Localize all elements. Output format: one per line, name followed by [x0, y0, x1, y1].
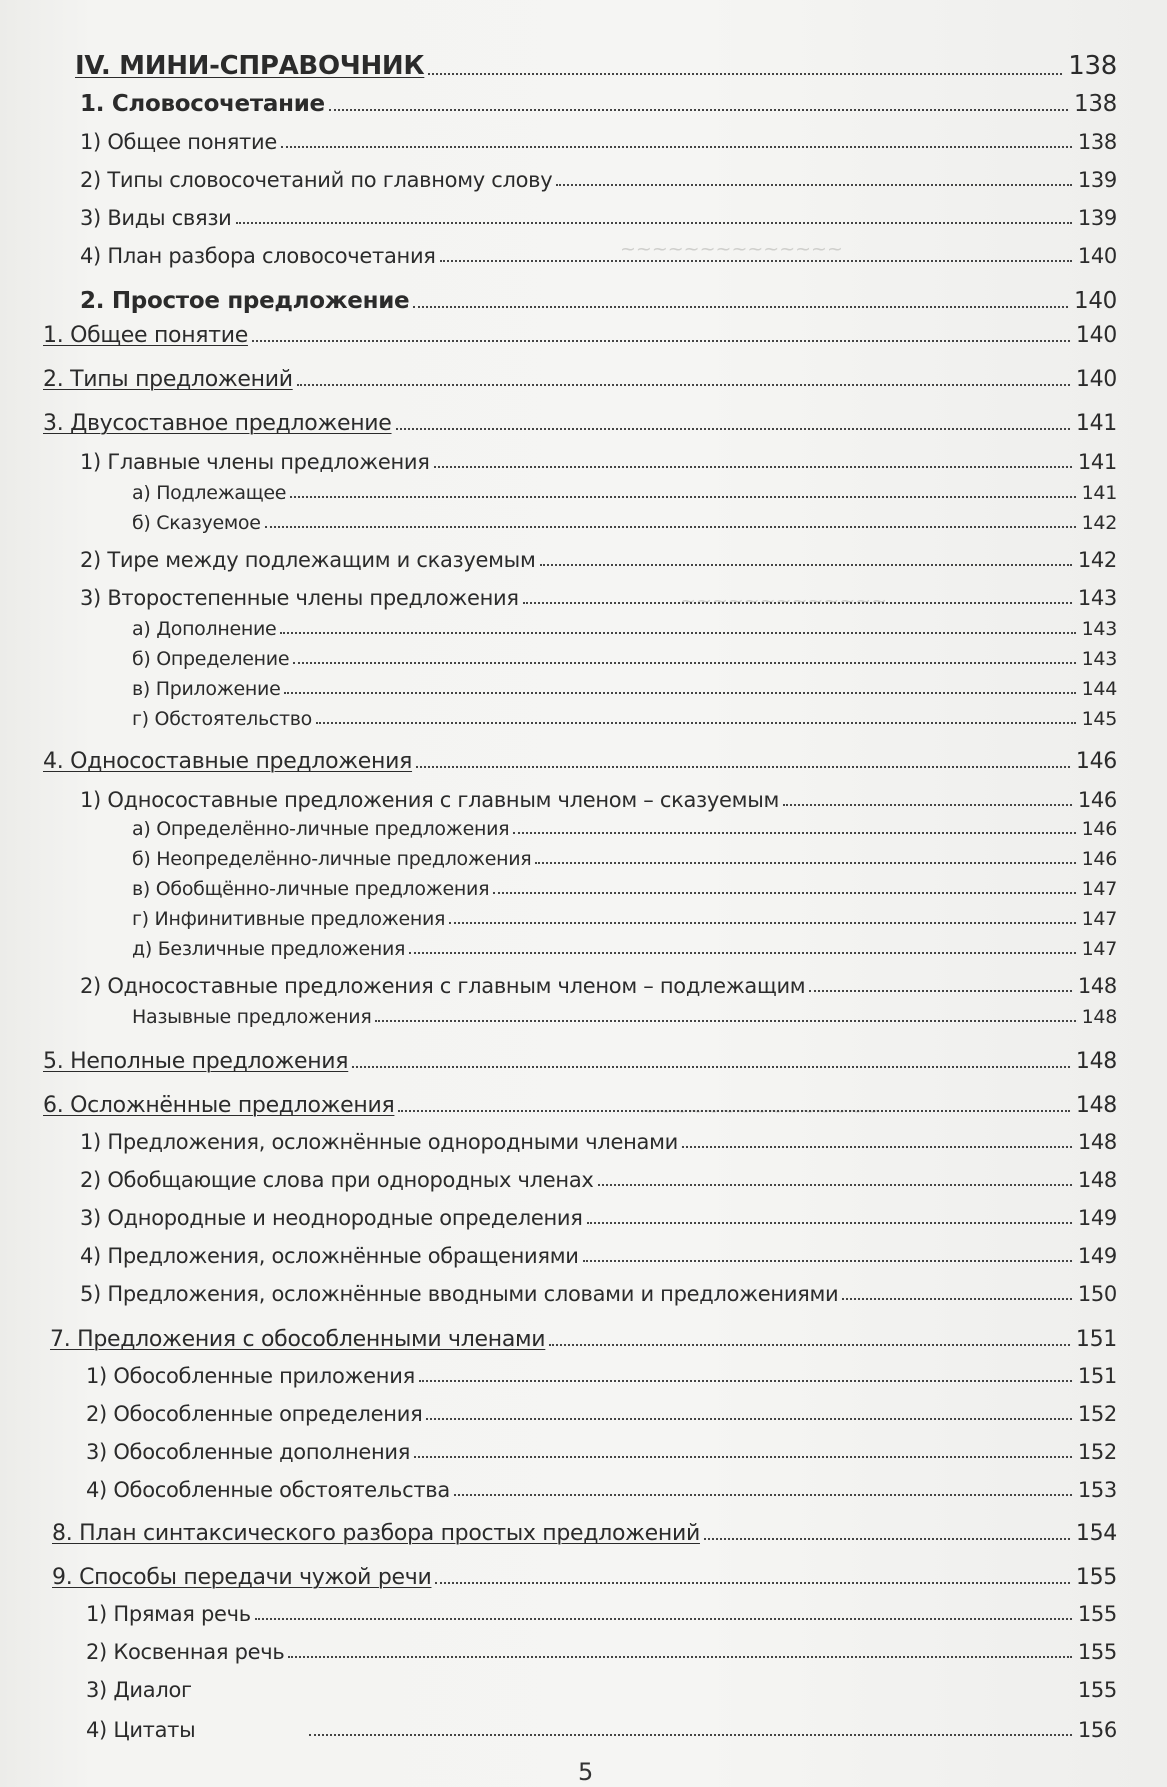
toc-entry-title: 2) Тире между подлежащим и сказуемым — [80, 548, 536, 572]
toc-topic[interactable] — [43, 1044, 1117, 1074]
toc-page-number: 155 — [1077, 1678, 1117, 1702]
toc-item[interactable] — [80, 784, 1117, 812]
toc-page-number: 146 — [1081, 818, 1117, 840]
toc-subitem[interactable] — [132, 704, 1117, 730]
toc-topic[interactable] — [50, 1322, 1117, 1352]
dot-leader — [842, 1297, 1071, 1300]
toc-entry-title: 3) Виды связи — [80, 206, 232, 230]
toc-entry-title: 4) План разбора словосочетания — [80, 244, 436, 268]
toc-page-number: 147 — [1081, 908, 1117, 930]
toc-page-number: 142 — [1081, 512, 1117, 534]
toc-item[interactable] — [80, 446, 1117, 474]
toc-entry-title: 4) Обособленные обстоятельства — [86, 1478, 450, 1502]
toc-item[interactable] — [80, 202, 1117, 230]
dot-leader — [281, 145, 1072, 148]
dot-leader — [598, 1183, 1072, 1186]
dot-leader — [449, 921, 1075, 924]
toc-entry-title: 2) Односоставные предложения с главным членом – подлежащим — [80, 974, 806, 998]
dot-leader — [409, 951, 1075, 954]
toc-entry-title: 5) Предложения, осложнённые вводными словами и предложениями — [80, 1282, 839, 1306]
toc-entry-title: 2) Косвенная речь — [86, 1640, 285, 1664]
toc-entry-title: б) Определение — [132, 648, 290, 670]
dot-leader — [435, 1581, 1069, 1584]
dot-leader — [280, 631, 1075, 634]
dot-leader — [252, 339, 1070, 342]
toc-subitem[interactable] — [132, 814, 1117, 840]
toc-item[interactable] — [80, 1202, 1117, 1230]
dot-leader — [288, 1655, 1071, 1658]
toc-page-number: 155 — [1077, 1602, 1117, 1626]
toc-page-number: 138 — [1077, 130, 1117, 154]
toc-entry-title: 3. Двусоставное предложение — [43, 411, 392, 436]
toc-page-number: 146 — [1081, 848, 1117, 870]
toc-entry-title: Назывные предложения — [132, 1006, 372, 1028]
dot-leader — [682, 1145, 1072, 1148]
dot-leader — [398, 1109, 1069, 1112]
dot-leader — [523, 601, 1072, 604]
toc-page-number: 140 — [1077, 244, 1117, 268]
toc-item[interactable] — [86, 1360, 1117, 1388]
toc-page-number: 153 — [1077, 1478, 1117, 1502]
toc-entry-title: 4) Предложения, осложнённые обращениями — [80, 1244, 579, 1268]
toc-page-number: 146 — [1075, 749, 1117, 774]
toc-item[interactable] — [86, 1674, 1117, 1702]
toc-entry-title: 1) Обособленные приложения — [86, 1364, 415, 1388]
toc-entry-title: б) Сказуемое — [132, 512, 261, 534]
toc-page-number: 141 — [1081, 482, 1117, 504]
toc-page-number: 149 — [1077, 1206, 1117, 1230]
dot-leader — [583, 1259, 1072, 1262]
toc-subitem[interactable] — [132, 674, 1117, 700]
toc-page-number: 140 — [1074, 288, 1117, 314]
toc-subitem[interactable] — [132, 508, 1117, 534]
toc-subitem[interactable] — [132, 904, 1117, 930]
dot-leader — [329, 108, 1068, 111]
toc-subitem[interactable] — [132, 614, 1117, 640]
toc-item[interactable] — [86, 1714, 1117, 1742]
toc-item[interactable] — [86, 1598, 1117, 1626]
toc-entry-title: а) Определённо-личные предложения — [132, 818, 510, 840]
toc-entry-title: 7. Предложения с обособленными членами — [50, 1327, 546, 1352]
toc-page-number: 154 — [1075, 1521, 1117, 1546]
toc-entry-title: 2) Обособленные определения — [86, 1402, 423, 1426]
toc-item[interactable] — [80, 1126, 1117, 1154]
dot-leader — [290, 495, 1076, 498]
toc-item[interactable] — [80, 164, 1117, 192]
toc-entry-title: а) Подлежащее — [132, 482, 287, 504]
toc-item[interactable] — [80, 1164, 1117, 1192]
dot-leader — [783, 803, 1072, 806]
toc-page-number: 149 — [1077, 1244, 1117, 1268]
toc-entry-title: 2) Типы словосочетаний по главному слову — [80, 168, 553, 192]
dot-leader — [309, 1733, 1071, 1736]
toc-item[interactable] — [80, 1278, 1117, 1306]
toc-subitem[interactable] — [132, 844, 1117, 870]
toc-topic[interactable] — [43, 362, 1117, 392]
toc-page-number: 155 — [1077, 1640, 1117, 1664]
toc-item[interactable] — [80, 240, 1117, 268]
toc-section[interactable] — [80, 89, 1117, 117]
dot-leader — [414, 1455, 1072, 1458]
toc-topic[interactable] — [43, 318, 1117, 348]
toc-subitem[interactable] — [132, 934, 1117, 960]
toc-item[interactable] — [86, 1636, 1117, 1664]
toc-page-number: 146 — [1077, 788, 1117, 812]
toc-page-number: 148 — [1081, 1006, 1117, 1028]
dot-leader — [556, 183, 1071, 186]
toc-item[interactable] — [80, 1240, 1117, 1268]
dot-leader — [419, 1379, 1072, 1382]
toc-section[interactable] — [80, 286, 1117, 314]
toc-item[interactable] — [80, 582, 1117, 610]
toc-entry-title: г) Обстоятельство — [132, 708, 313, 730]
dot-leader — [428, 72, 1062, 75]
toc-entry-title: в) Обобщённо-личные предложения — [132, 878, 490, 900]
toc-page-number: 143 — [1081, 618, 1117, 640]
dot-leader — [413, 305, 1068, 308]
toc-page-number: 151 — [1075, 1327, 1117, 1352]
toc-page-number: 138 — [1074, 91, 1117, 117]
dot-leader — [284, 691, 1075, 694]
toc-item[interactable] — [80, 970, 1117, 998]
page-folio-number: 5 — [578, 1758, 594, 1786]
toc-entry-title: 1. Общее понятие — [43, 323, 248, 348]
toc-page-number: 139 — [1077, 206, 1117, 230]
toc-topic[interactable] — [43, 1088, 1117, 1118]
toc-entry-title: 3) Однородные и неоднородные определения — [80, 1206, 583, 1230]
toc-page-number: 150 — [1077, 1282, 1117, 1306]
toc-topic[interactable] — [43, 406, 1117, 436]
dot-leader — [297, 383, 1070, 386]
toc-entry-title: 6. Осложнённые предложения — [43, 1093, 395, 1118]
show-through-text: ~~~~~~~~~~~~~~~ — [640, 1100, 879, 1122]
dot-leader — [396, 427, 1070, 430]
toc-page-number: 142 — [1077, 548, 1117, 572]
toc-page-number: 139 — [1077, 168, 1117, 192]
dot-leader — [236, 221, 1072, 224]
toc-page-number: 141 — [1077, 450, 1117, 474]
toc-subitem[interactable] — [132, 1002, 1117, 1028]
toc-subitem[interactable] — [132, 644, 1117, 670]
toc-page-number: 145 — [1081, 708, 1117, 730]
toc-part-heading[interactable] — [75, 47, 1117, 81]
toc-entry-title: а) Дополнение — [132, 618, 277, 640]
toc-entry-title: 8. План синтаксического разбора простых предложений — [52, 1521, 700, 1546]
toc-page-number: 147 — [1081, 938, 1117, 960]
toc-entry-title: 3) Диалог — [86, 1678, 192, 1702]
toc-entry-title: 1) Прямая речь — [86, 1602, 251, 1626]
toc-entry-title: в) Приложение — [132, 678, 281, 700]
dot-leader — [416, 765, 1070, 768]
toc-entry-title: 1) Односоставные предложения с главным членом – сказуемым — [80, 788, 780, 812]
toc-entry-title: 4) Цитаты — [86, 1718, 196, 1742]
toc-entry-title: IV. МИНИ-СПРАВОЧНИК — [75, 51, 425, 81]
dot-leader — [704, 1537, 1070, 1540]
dot-leader — [454, 1493, 1072, 1496]
toc-entry-title: 2) Обобщающие слова при однородных членах — [80, 1168, 594, 1192]
toc-subitem[interactable] — [132, 478, 1117, 504]
toc-page-number: 148 — [1075, 1093, 1117, 1118]
dot-leader — [352, 1065, 1070, 1068]
toc-item[interactable] — [80, 544, 1117, 572]
toc-entry-title: 1) Общее понятие — [80, 130, 277, 154]
show-through-text: ~~~~~~~~~~~~~ — [680, 590, 887, 612]
dot-leader — [265, 525, 1076, 528]
toc-entry-title: 5. Неполные предложения — [43, 1049, 349, 1074]
dot-leader — [293, 661, 1075, 664]
show-through-text: ~~~~~~~~~~~~~~ — [620, 238, 843, 260]
dot-leader — [426, 1417, 1071, 1420]
dot-leader — [375, 1019, 1075, 1022]
toc-page-number: 141 — [1075, 411, 1117, 436]
toc-page-number: 138 — [1068, 51, 1117, 81]
toc-topic[interactable] — [43, 744, 1117, 774]
toc-topic[interactable] — [52, 1560, 1117, 1590]
toc-page-number: 148 — [1075, 1049, 1117, 1074]
toc-item[interactable] — [86, 1436, 1117, 1464]
toc-item[interactable] — [80, 126, 1117, 154]
dot-leader — [440, 259, 1072, 262]
toc-page-number: 148 — [1077, 974, 1117, 998]
dot-leader — [549, 1343, 1070, 1346]
toc-page-number: 148 — [1077, 1130, 1117, 1154]
toc-page-number: 144 — [1081, 678, 1117, 700]
toc-entry-title: д) Безличные предложения — [132, 938, 406, 960]
dot-leader — [540, 563, 1072, 566]
toc-entry-title: 4. Односоставные предложения — [43, 749, 413, 774]
toc-entry-title: 1) Предложения, осложнённые однородными членами — [80, 1130, 678, 1154]
toc-page-number: 143 — [1081, 648, 1117, 670]
dot-leader — [493, 891, 1075, 894]
toc-entry-title: 9. Способы передачи чужой речи — [52, 1565, 432, 1590]
toc-page-number: 148 — [1077, 1168, 1117, 1192]
dot-leader — [809, 989, 1071, 992]
toc-page-number: 147 — [1081, 878, 1117, 900]
toc-entry-title: 3) Обособленные дополнения — [86, 1440, 411, 1464]
toc-item[interactable] — [86, 1398, 1117, 1426]
dot-leader — [513, 831, 1075, 834]
toc-page-number: 140 — [1075, 323, 1117, 348]
toc-page-number: 140 — [1075, 367, 1117, 392]
toc-entry-title: г) Инфинитивные предложения — [132, 908, 446, 930]
toc-entry-title: 3) Второстепенные члены предложения — [80, 586, 519, 610]
toc-page-number: 143 — [1077, 586, 1117, 610]
dot-leader — [434, 465, 1072, 468]
toc-topic[interactable] — [52, 1516, 1117, 1546]
toc-entry-title: 2. Типы предложений — [43, 367, 293, 392]
toc-item[interactable] — [86, 1474, 1117, 1502]
toc-entry-title: 2. Простое предложение — [80, 288, 410, 314]
toc-page-number: 152 — [1077, 1440, 1117, 1464]
toc-page-number: 151 — [1077, 1364, 1117, 1388]
dot-leader — [535, 861, 1075, 864]
toc-page-number: 152 — [1077, 1402, 1117, 1426]
toc-entry-title: 1) Главные члены предложения — [80, 450, 430, 474]
toc-entry-title: б) Неопределённо-личные предложения — [132, 848, 532, 870]
toc-page-number: 156 — [1077, 1718, 1117, 1742]
dot-leader — [255, 1617, 1072, 1620]
toc-entry-title: 1. Словосочетание — [80, 91, 325, 117]
toc-page-number: 155 — [1075, 1565, 1117, 1590]
dot-leader — [587, 1221, 1072, 1224]
toc-subitem[interactable] — [132, 874, 1117, 900]
dot-leader — [316, 721, 1076, 724]
